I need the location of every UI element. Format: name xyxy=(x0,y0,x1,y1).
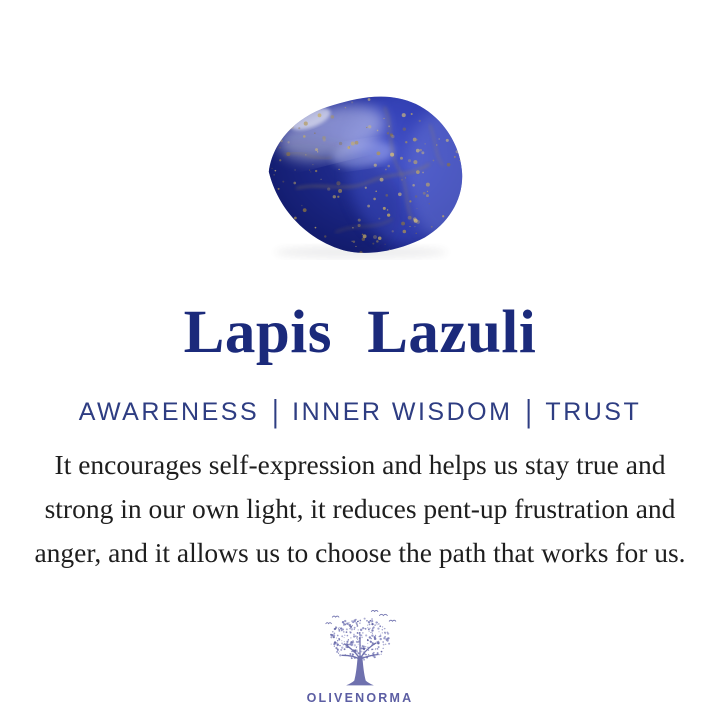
trait-awareness: AWARENESS xyxy=(78,397,260,426)
description-line: It encourages self-expression and helps us stay true and xyxy=(54,448,666,480)
lapis-lazuli-stone-photo xyxy=(235,56,485,260)
lapis-lazuli-stone-illustration xyxy=(235,56,485,260)
trait-separator: | xyxy=(272,394,282,430)
page-title: Lapis Lazuli xyxy=(183,299,537,366)
brand-name: OLIVENORMA xyxy=(306,690,414,705)
stone-description xyxy=(34,443,685,575)
trait-inner-wisdom: INNER WISDOM xyxy=(292,397,513,426)
traits-row xyxy=(78,394,642,430)
brand-logo xyxy=(307,609,414,705)
description-line: anger, and it allows us to choose the path that works for us. xyxy=(34,536,686,568)
trait-separator: | xyxy=(525,394,535,430)
flying-birds xyxy=(326,610,396,623)
tree-trunk xyxy=(346,656,374,685)
stone-surface-details xyxy=(235,85,477,260)
trait-trust: TRUST xyxy=(545,397,642,426)
olive-tree-with-birds-icon xyxy=(319,609,401,687)
description-line: strong in our own light, it reduces pent-up frustration and xyxy=(44,492,676,524)
